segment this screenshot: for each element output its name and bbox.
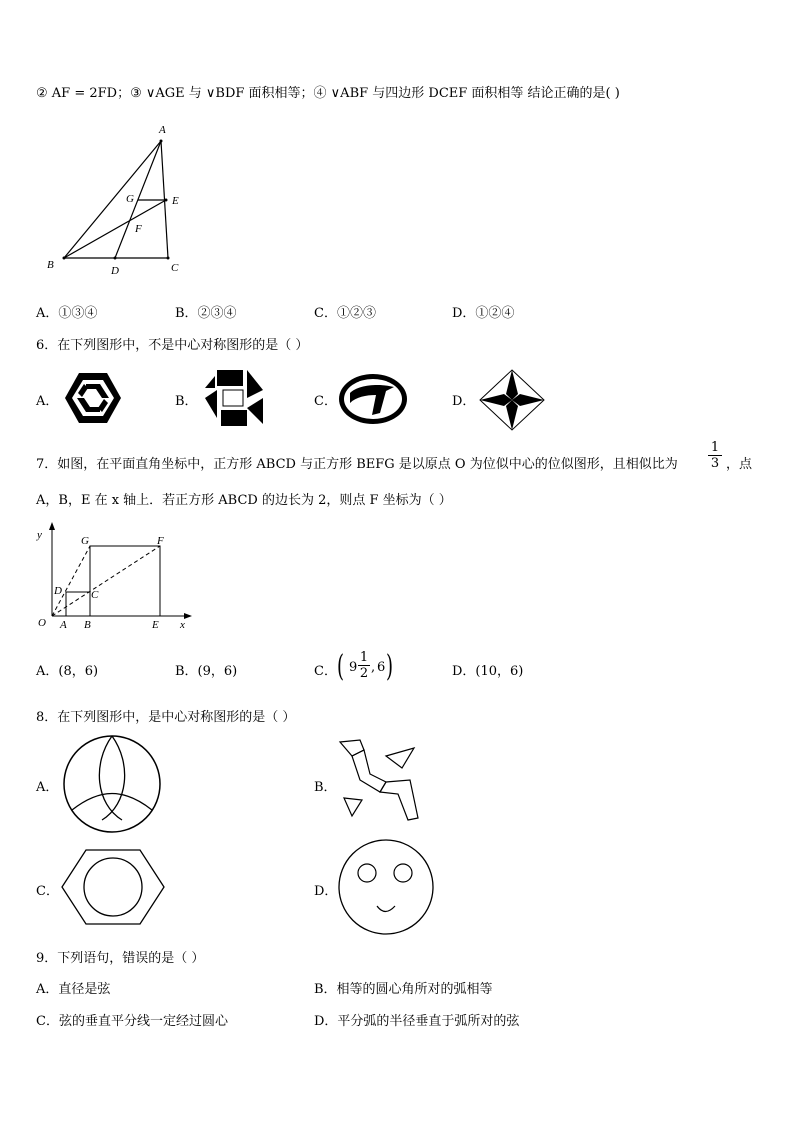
q6-stem: 6．在下列图形中，不是中心对称图形的是（ ）: [36, 338, 309, 353]
q7-option-c-integer: 9: [349, 660, 358, 675]
q6-hexagon-swirl-icon: [64, 371, 122, 425]
q5-label-c: C: [171, 262, 179, 274]
q7-label-d: D: [54, 585, 62, 597]
q7-option-a[interactable]: A．(8，6): [36, 664, 99, 679]
q5-option-d[interactable]: D．①②④: [452, 306, 515, 321]
q7-option-b[interactable]: B．(9，6): [175, 664, 238, 679]
q8-option-b[interactable]: B．: [314, 780, 337, 795]
q9-option-c[interactable]: C．弦的垂直平分线一定经过圆心: [36, 1014, 228, 1029]
q7-label-f: F: [157, 535, 164, 547]
q8-option-a[interactable]: A．: [36, 780, 59, 795]
q5-triangle-figure: [40, 118, 200, 283]
q7-option-d[interactable]: D．(10，6): [452, 664, 524, 679]
q7-origin-label: O: [38, 617, 46, 629]
q7-ratio-fraction: [708, 440, 722, 471]
q7-ratio-numerator: 1: [710, 440, 720, 455]
q7-option-c-fraction: [358, 650, 370, 681]
q5-option-a[interactable]: A．①③④: [36, 306, 98, 321]
q7-label-b: B: [84, 619, 91, 631]
q7-label-a: A: [60, 619, 67, 631]
q8-stem: 8．在下列图形中，是中心对称图形的是（ ）: [36, 710, 296, 725]
q7-label-c: C: [91, 589, 99, 601]
q6-emblem-ellipse-icon: [338, 373, 408, 425]
q9-option-a[interactable]: A．直径是弦: [36, 982, 111, 997]
q5-label-b: B: [47, 259, 54, 271]
q6-diamond-pinwheel-icon: [478, 368, 546, 432]
q6-pinwheel-square-icon: [203, 368, 265, 428]
q6-option-c[interactable]: C．: [314, 394, 337, 409]
q5-label-d: D: [111, 265, 119, 277]
q5-option-b[interactable]: B．②③④: [175, 306, 237, 321]
q7-label-g: G: [81, 535, 89, 547]
q8-hexagon-circle-icon: [60, 848, 166, 926]
q7-stem-line1-a: 7．如图，在平面直角坐标中，正方形 ABCD 与正方形 BEFG 是以原点 O 为位似中心的位似图形，且相似比为: [36, 457, 678, 472]
q7-stem-line2: A，B，E 在 x 轴上．若正方形 ABCD 的边长为 2，则点 F 坐标为（ ）: [36, 493, 452, 508]
q7-option-c-prefix: C．: [314, 664, 337, 679]
q8-option-d[interactable]: D．: [314, 884, 338, 899]
q5-option-c[interactable]: C．①②③: [314, 306, 376, 321]
q7-stem-line1-b: ，点: [726, 457, 753, 472]
q5-label-e: E: [172, 195, 179, 207]
q9-stem: 9．下列语句，错误的是（ ）: [36, 951, 205, 966]
q5-label-g: G: [126, 193, 134, 205]
q8-smiley-face-icon: [336, 838, 436, 936]
q7-option-c-left-paren: (: [337, 649, 345, 684]
q6-option-d[interactable]: D．: [452, 394, 476, 409]
q7-axis-y-label: y: [37, 529, 42, 541]
q7-option-c-numerator: 1: [359, 650, 369, 665]
q7-axis-x-label: x: [180, 619, 185, 631]
q9-option-d[interactable]: D．平分弧的半径垂直于弧所对的弦: [314, 1014, 520, 1029]
q7-option-c-y: 6: [377, 660, 386, 675]
q9-option-b[interactable]: B．相等的圆心角所对的弧相等: [314, 982, 493, 997]
q7-label-e: E: [152, 619, 159, 631]
q7-option-c-right-paren: ): [386, 649, 394, 684]
q8-option-c[interactable]: C．: [36, 884, 59, 899]
q5-label-f: F: [135, 223, 142, 235]
q7-ratio-denominator: 3: [710, 456, 720, 471]
q8-tangram-bird-icon: [338, 738, 422, 824]
q8-three-arcs-circle-icon: [60, 734, 164, 834]
q5-statement: ② AF = 2FD；③ ∨AGE 与 ∨BDF 面积相等；④ ∨ABF 与四边形 DCEF 面积相等 结论正确的是( ): [36, 86, 620, 101]
q5-label-a: A: [159, 124, 166, 136]
q6-option-a[interactable]: A．: [36, 394, 59, 409]
q6-option-b[interactable]: B．: [175, 394, 198, 409]
q7-option-c-denominator: 2: [359, 666, 369, 681]
q7-coordinate-figure: [34, 520, 204, 632]
